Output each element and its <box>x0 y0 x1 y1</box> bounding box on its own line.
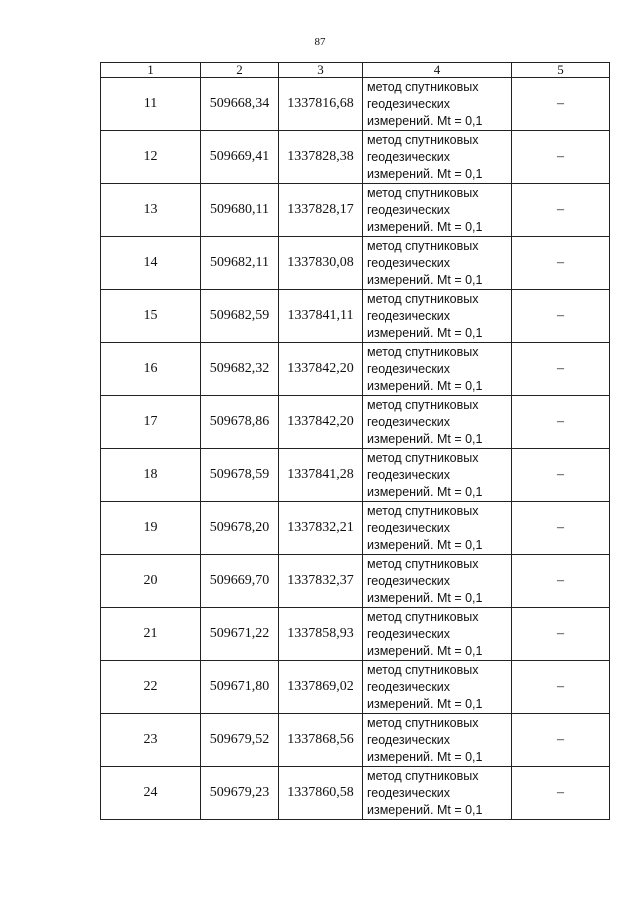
point-number-cell: 18 <box>101 449 201 502</box>
method-line: метод спутниковых <box>367 344 479 359</box>
method-line: измерений. Mt = 0,1 <box>367 325 483 340</box>
method-line: измерений. Mt = 0,1 <box>367 219 483 234</box>
note-cell: – <box>512 502 610 555</box>
method-line: измерений. Mt = 0,1 <box>367 166 483 181</box>
y-coordinate-cell: 1337860,58 <box>279 767 363 820</box>
x-coordinate-cell: 509671,80 <box>201 661 279 714</box>
table-row <box>101 767 610 820</box>
method-line: геодезических <box>367 308 451 323</box>
note-cell: – <box>512 343 610 396</box>
method-cell <box>363 290 512 343</box>
method-line: измерений. Mt = 0,1 <box>367 696 483 711</box>
table-body <box>101 78 610 820</box>
method-line: метод спутниковых <box>367 185 479 200</box>
note-cell: – <box>512 131 610 184</box>
note-cell: – <box>512 396 610 449</box>
method-line: метод спутниковых <box>367 609 479 624</box>
method-line: метод спутниковых <box>367 291 479 306</box>
method-cell <box>363 661 512 714</box>
method-line: геодезических <box>367 732 451 747</box>
y-coordinate-cell: 1337858,93 <box>279 608 363 661</box>
point-number-cell: 11 <box>101 78 201 131</box>
table-row <box>101 237 610 290</box>
method-line: метод спутниковых <box>367 397 479 412</box>
x-coordinate-cell: 509669,70 <box>201 555 279 608</box>
x-coordinate-cell: 509682,11 <box>201 237 279 290</box>
x-coordinate-cell: 509679,52 <box>201 714 279 767</box>
y-coordinate-cell: 1337842,20 <box>279 343 363 396</box>
method-line: метод спутниковых <box>367 79 479 94</box>
header-row <box>101 63 610 78</box>
y-coordinate-cell: 1337830,08 <box>279 237 363 290</box>
method-cell <box>363 608 512 661</box>
header-col-5: 5 <box>512 63 610 78</box>
x-coordinate-cell: 509678,59 <box>201 449 279 502</box>
method-line: геодезических <box>367 573 451 588</box>
point-number-cell: 19 <box>101 502 201 555</box>
x-coordinate-cell: 509678,20 <box>201 502 279 555</box>
method-line: геодезических <box>367 255 451 270</box>
note-cell: – <box>512 608 610 661</box>
y-coordinate-cell: 1337828,17 <box>279 184 363 237</box>
point-number-cell: 21 <box>101 608 201 661</box>
method-cell <box>363 396 512 449</box>
note-cell: – <box>512 184 610 237</box>
point-number-cell: 16 <box>101 343 201 396</box>
method-line: метод спутниковых <box>367 503 479 518</box>
note-cell: – <box>512 555 610 608</box>
note-cell: – <box>512 767 610 820</box>
method-line: геодезических <box>367 149 451 164</box>
method-line: измерений. Mt = 0,1 <box>367 590 483 605</box>
method-cell <box>363 78 512 131</box>
method-cell <box>363 237 512 290</box>
method-line: геодезических <box>367 202 451 217</box>
point-number-cell: 22 <box>101 661 201 714</box>
y-coordinate-cell: 1337868,56 <box>279 714 363 767</box>
table-row <box>101 608 610 661</box>
header-col-4: 4 <box>363 63 512 78</box>
table-row <box>101 78 610 131</box>
y-coordinate-cell: 1337828,38 <box>279 131 363 184</box>
method-line: измерений. Mt = 0,1 <box>367 113 483 128</box>
method-line: геодезических <box>367 785 451 800</box>
x-coordinate-cell: 509668,34 <box>201 78 279 131</box>
y-coordinate-cell: 1337832,37 <box>279 555 363 608</box>
table-row <box>101 449 610 502</box>
y-coordinate-cell: 1337832,21 <box>279 502 363 555</box>
method-line: метод спутниковых <box>367 662 479 677</box>
method-line: геодезических <box>367 361 451 376</box>
method-cell <box>363 184 512 237</box>
method-cell <box>363 343 512 396</box>
table-row <box>101 661 610 714</box>
method-cell <box>363 714 512 767</box>
y-coordinate-cell: 1337841,11 <box>279 290 363 343</box>
method-line: измерений. Mt = 0,1 <box>367 378 483 393</box>
note-cell: – <box>512 78 610 131</box>
note-cell: – <box>512 661 610 714</box>
header-col-2: 2 <box>201 63 279 78</box>
method-line: измерений. Mt = 0,1 <box>367 484 483 499</box>
method-line: геодезических <box>367 626 451 641</box>
point-number-cell: 20 <box>101 555 201 608</box>
coordinates-table <box>100 62 610 820</box>
table-row <box>101 502 610 555</box>
header-col-3: 3 <box>279 63 363 78</box>
method-line: метод спутниковых <box>367 450 479 465</box>
note-cell: – <box>512 237 610 290</box>
x-coordinate-cell: 509679,23 <box>201 767 279 820</box>
method-line: измерений. Mt = 0,1 <box>367 749 483 764</box>
method-line: геодезических <box>367 467 451 482</box>
x-coordinate-cell: 509669,41 <box>201 131 279 184</box>
method-line: метод спутниковых <box>367 132 479 147</box>
x-coordinate-cell: 509678,86 <box>201 396 279 449</box>
point-number-cell: 13 <box>101 184 201 237</box>
note-cell: – <box>512 714 610 767</box>
method-line: измерений. Mt = 0,1 <box>367 643 483 658</box>
method-line: метод спутниковых <box>367 715 479 730</box>
method-cell <box>363 449 512 502</box>
method-line: геодезических <box>367 96 451 111</box>
header-col-1: 1 <box>101 63 201 78</box>
x-coordinate-cell: 509671,22 <box>201 608 279 661</box>
method-line: измерений. Mt = 0,1 <box>367 272 483 287</box>
method-line: геодезических <box>367 679 451 694</box>
method-line: метод спутниковых <box>367 768 479 783</box>
method-line: измерений. Mt = 0,1 <box>367 802 483 817</box>
y-coordinate-cell: 1337869,02 <box>279 661 363 714</box>
point-number-cell: 15 <box>101 290 201 343</box>
method-line: метод спутниковых <box>367 556 479 571</box>
table-row <box>101 555 610 608</box>
table-row <box>101 714 610 767</box>
table-row <box>101 131 610 184</box>
method-line: измерений. Mt = 0,1 <box>367 537 483 552</box>
note-cell: – <box>512 449 610 502</box>
method-line: метод спутниковых <box>367 238 479 253</box>
method-cell <box>363 502 512 555</box>
y-coordinate-cell: 1337841,28 <box>279 449 363 502</box>
page-number: 87 <box>314 36 326 48</box>
table-row <box>101 343 610 396</box>
table-row <box>101 290 610 343</box>
point-number-cell: 24 <box>101 767 201 820</box>
note-cell: – <box>512 290 610 343</box>
x-coordinate-cell: 509682,59 <box>201 290 279 343</box>
table-header <box>101 63 610 78</box>
point-number-cell: 23 <box>101 714 201 767</box>
y-coordinate-cell: 1337842,20 <box>279 396 363 449</box>
table-row <box>101 396 610 449</box>
point-number-cell: 17 <box>101 396 201 449</box>
method-cell <box>363 555 512 608</box>
x-coordinate-cell: 509680,11 <box>201 184 279 237</box>
point-number-cell: 12 <box>101 131 201 184</box>
y-coordinate-cell: 1337816,68 <box>279 78 363 131</box>
x-coordinate-cell: 509682,32 <box>201 343 279 396</box>
method-cell <box>363 131 512 184</box>
method-line: измерений. Mt = 0,1 <box>367 431 483 446</box>
method-line: геодезических <box>367 520 451 535</box>
table-row <box>101 184 610 237</box>
method-cell <box>363 767 512 820</box>
point-number-cell: 14 <box>101 237 201 290</box>
method-line: геодезических <box>367 414 451 429</box>
